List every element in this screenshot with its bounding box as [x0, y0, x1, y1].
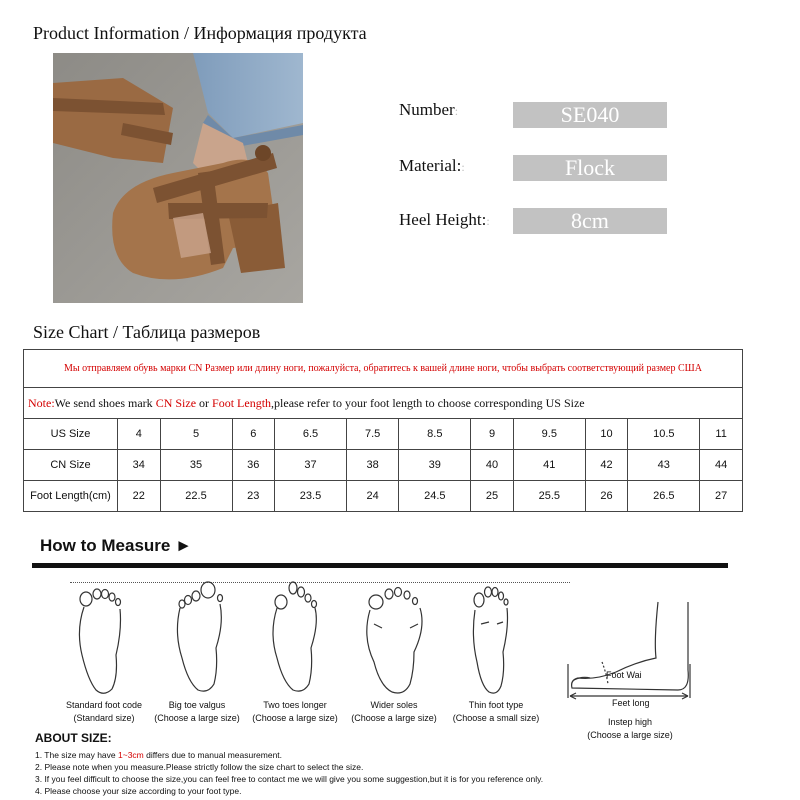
- foot-length-row: [24, 481, 743, 512]
- notice-russian: Мы отправляем обувь марки CN Размер или длину ноги, пожалуйста, обратитесь к вашей длине ноги, чтобы выбрать соответствующий размер США: [24, 350, 743, 388]
- row-header: US Size: [24, 419, 118, 450]
- about-size-item-2: 2. Please note when you measure.Please strictly follow the size chart to select the size.: [35, 762, 364, 772]
- standard-foot-icon: [72, 585, 132, 697]
- feet-long-label: Feet long: [612, 698, 650, 708]
- cn-size-row: [24, 450, 743, 481]
- us-size-row: [24, 419, 743, 450]
- material-value: Flock: [513, 155, 667, 181]
- table-cell: 9.5: [513, 419, 585, 450]
- about-size-item-1: 1. The size may have 1~3cm differs due to manual measurement.: [35, 750, 283, 760]
- table-cell: 27: [700, 481, 743, 512]
- table-cell: 41: [513, 450, 585, 481]
- foot-caption: Two toes longer (Choose a large size): [252, 700, 338, 723]
- foot-caption: Wider soles (Choose a large size): [351, 700, 437, 723]
- big-toe-valgus-foot-icon: [170, 578, 230, 696]
- heel-height-value: 8cm: [513, 208, 667, 234]
- wider-soles-foot-icon: [362, 582, 428, 696]
- table-cell: 26.5: [628, 481, 700, 512]
- table-cell: 10: [585, 419, 628, 450]
- notice-english: Note:We send shoes mark CN Size or Foot Length,please refer to your foot length to choose corresponding US Size: [24, 388, 743, 419]
- product-info-title: Product Information / Информация продукта: [33, 23, 367, 43]
- table-cell: 9: [471, 419, 514, 450]
- table-cell: 25.5: [513, 481, 585, 512]
- table-cell: 43: [628, 450, 700, 481]
- how-to-measure-title: How to Measure ►: [40, 536, 192, 555]
- table-cell: 22: [118, 481, 161, 512]
- table-cell: 35: [160, 450, 232, 481]
- table-cell: 23.5: [275, 481, 347, 512]
- table-cell: 23: [232, 481, 275, 512]
- row-header: CN Size: [24, 450, 118, 481]
- table-cell: 34: [118, 450, 161, 481]
- side-view-caption: Instep high (Choose a large size): [587, 717, 673, 740]
- table-cell: 6.5: [275, 419, 347, 450]
- table-cell: 39: [399, 450, 471, 481]
- thin-foot-icon: [463, 582, 517, 696]
- foot-caption: Thin foot type (Choose a small size): [452, 700, 540, 723]
- size-chart-title: Size Chart / Таблица размеров: [33, 322, 261, 342]
- heel-height-label: Heel Height::: [399, 210, 490, 229]
- table-cell: 11: [700, 419, 743, 450]
- side-view-foot-icon: [566, 600, 696, 708]
- material-label: Material::: [399, 156, 465, 175]
- table-cell: 24.5: [399, 481, 471, 512]
- table-cell: 38: [347, 450, 399, 481]
- table-cell: 5: [160, 419, 232, 450]
- table-cell: 4: [118, 419, 161, 450]
- table-cell: 44: [700, 450, 743, 481]
- table-cell: 7.5: [347, 419, 399, 450]
- table-cell: 40: [471, 450, 514, 481]
- two-toes-longer-foot-icon: [265, 578, 325, 696]
- foot-width-label: Foot Wai: [606, 670, 642, 680]
- table-cell: 10.5: [628, 419, 700, 450]
- table-cell: 25: [471, 481, 514, 512]
- about-size-title: ABOUT SIZE:: [35, 731, 112, 745]
- about-size-item-3: 3. If you feel difficult to choose the size,you can feel free to contact me we will give you some suggestion,but it is for you reference only.: [35, 774, 544, 784]
- foot-caption: Big toe valgus (Choose a large size): [154, 700, 240, 723]
- size-table: [23, 349, 743, 512]
- table-cell: 26: [585, 481, 628, 512]
- table-cell: 37: [275, 450, 347, 481]
- row-header: Foot Length(cm): [24, 481, 118, 512]
- table-cell: 24: [347, 481, 399, 512]
- product-photo: [53, 53, 303, 303]
- table-cell: 22.5: [160, 481, 232, 512]
- about-size-item-4: 4. Please choose your size according to your foot type.: [35, 786, 242, 796]
- number-value: SE040: [513, 102, 667, 128]
- table-cell: 36: [232, 450, 275, 481]
- foot-caption: Standard foot code (Standard size): [65, 700, 143, 723]
- table-cell: 42: [585, 450, 628, 481]
- section-divider: [32, 563, 728, 568]
- table-cell: 8.5: [399, 419, 471, 450]
- table-cell: 6: [232, 419, 275, 450]
- number-label: Number:: [399, 100, 459, 119]
